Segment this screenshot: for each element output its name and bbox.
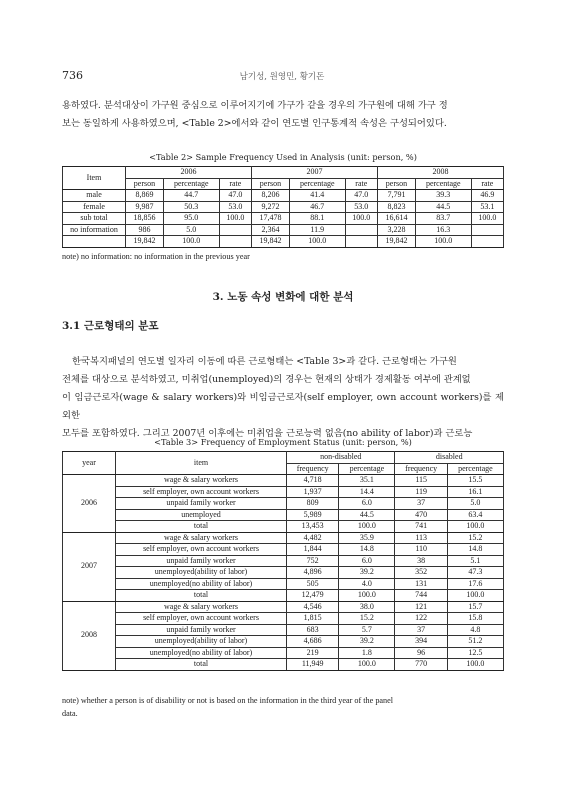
table3-header-row [63, 452, 504, 464]
table3-cell: 1,844 [287, 544, 339, 556]
table3-row [63, 544, 504, 556]
table2-cell: 95.0 [163, 213, 219, 225]
table2-cell: 986 [126, 224, 164, 236]
table3-cell: 37 [395, 624, 447, 636]
table3-cell: 100.0 [447, 521, 503, 533]
table3-cell: 5,989 [287, 509, 339, 521]
table2-cell: 46.9 [471, 190, 503, 202]
table3-cell: 219 [287, 647, 339, 659]
table2-year-header: 2008 [377, 167, 503, 179]
table3-cell: 47.3 [447, 567, 503, 579]
table3-group-header: non-disabled [287, 452, 395, 464]
table3-cell: 15.2 [447, 532, 503, 544]
table3-cell: 14.4 [339, 486, 395, 498]
table3-cell: 6.0 [339, 498, 395, 510]
table3-year-cell: 2007 [63, 532, 116, 601]
table2-row [63, 190, 504, 202]
table3-cell: 51.2 [447, 636, 503, 648]
table3-cell: 15.7 [447, 601, 503, 613]
table2-cell [219, 224, 251, 236]
table3-cell: 11,949 [287, 659, 339, 671]
table3-cell: 44.5 [339, 509, 395, 521]
table3-subheader: percentage [339, 463, 395, 475]
table3-cell: 4,482 [287, 532, 339, 544]
table3-row [63, 567, 504, 579]
body-line: 전체를 대상으로 분석하였고, 미취업(unemployed)의 경우는 현재의 상태가 경제활동 여부에 관계없 [62, 374, 471, 385]
table2-cell: 100.0 [219, 213, 251, 225]
table2-cell: 19,842 [377, 236, 415, 248]
table2-row [63, 224, 504, 236]
table3-item-cell: unpaid family worker [116, 555, 287, 567]
table3-cell: 1,815 [287, 613, 339, 625]
table3 [62, 451, 504, 671]
table3-year-cell: 2008 [63, 601, 116, 670]
table2-subheader: person [126, 178, 164, 190]
table2-cell: 9,987 [126, 201, 164, 213]
table2-year-header: 2006 [126, 167, 252, 179]
table3-year-header: year [63, 452, 116, 475]
table3-cell: 16.1 [447, 486, 503, 498]
table2-cell: 41.4 [289, 190, 345, 202]
table3-cell: 683 [287, 624, 339, 636]
table3-cell: 131 [395, 578, 447, 590]
table2 [62, 166, 504, 248]
table3-item-cell: total [116, 521, 287, 533]
table2-subheader: person [377, 178, 415, 190]
table2-subheader: person [251, 178, 289, 190]
table3-cell: 6.0 [339, 555, 395, 567]
table3-cell: 122 [395, 613, 447, 625]
table3-row [63, 624, 504, 636]
table2-row [63, 213, 504, 225]
subsection-title: 3.1 근로형태의 분포 [62, 320, 159, 332]
table2-subheader-row [63, 178, 504, 190]
table3-item-cell: self employer, own account workers [116, 613, 287, 625]
table3-item-cell: total [116, 590, 287, 602]
table2-subheader: percentage [289, 178, 345, 190]
section-title: 3. 노동 속성 변화에 대한 분석 [212, 291, 354, 303]
table2-cell: 16.3 [415, 224, 471, 236]
table3-cell: 39.2 [339, 636, 395, 648]
table3-cell: 119 [395, 486, 447, 498]
table2-cell: 17,478 [251, 213, 289, 225]
table3-cell: 15.2 [339, 613, 395, 625]
table2-item-header: Item [63, 167, 126, 190]
running-header [62, 69, 502, 83]
table3-subheader: frequency [395, 463, 447, 475]
table3-row [63, 601, 504, 613]
table3-cell: 12.5 [447, 647, 503, 659]
table3-cell: 100.0 [447, 659, 503, 671]
table2-cell: 53.1 [471, 201, 503, 213]
table2-row-label: male [63, 190, 126, 202]
table3-subheader: percentage [447, 463, 503, 475]
table2-cell: 18,856 [126, 213, 164, 225]
table3-cell: 741 [395, 521, 447, 533]
table3-subheader: frequency [287, 463, 339, 475]
table2-cell: 39.3 [415, 190, 471, 202]
table3-cell: 14.8 [339, 544, 395, 556]
table3-cell: 17.6 [447, 578, 503, 590]
table3-item-header: item [116, 452, 287, 475]
table3-cell: 115 [395, 475, 447, 487]
table2-row-label: female [63, 201, 126, 213]
table3-cell: 752 [287, 555, 339, 567]
table3-cell: 1,937 [287, 486, 339, 498]
table3-row [63, 659, 504, 671]
table3-row [63, 636, 504, 648]
table3-cell: 4,546 [287, 601, 339, 613]
table3-cell: 809 [287, 498, 339, 510]
body-line: 모두를 포함하였다. 그리고 2007년 이후에는 미취업을 근로능력 없음(no ability of labor)과 근로능 [62, 428, 473, 439]
table2-cell: 88.1 [289, 213, 345, 225]
table2-subheader: rate [471, 178, 503, 190]
table2-cell: 50.3 [163, 201, 219, 213]
table3-group-header: disabled [395, 452, 504, 464]
table2-cell: 46.7 [289, 201, 345, 213]
table2-cell [345, 224, 377, 236]
table2-row-label: sub total [63, 213, 126, 225]
table3-note [62, 694, 504, 720]
table2-cell: 19,842 [251, 236, 289, 248]
table2-cell: 47.0 [219, 190, 251, 202]
table2-row-label [63, 236, 126, 248]
table2-row-label: no information [63, 224, 126, 236]
table2-cell: 9,272 [251, 201, 289, 213]
table3-caption: <Table 3> Frequency of Employment Status (unit: person, %) [154, 437, 412, 447]
table3-item-cell: unpaid family worker [116, 498, 287, 510]
table3-cell: 4.0 [339, 578, 395, 590]
table2-cell: 100.0 [471, 213, 503, 225]
table3-row [63, 486, 504, 498]
table3-item-cell: unpaid family worker [116, 624, 287, 636]
table3-cell: 770 [395, 659, 447, 671]
table3-cell: 14.8 [447, 544, 503, 556]
table3-item-cell: total [116, 659, 287, 671]
intro-paragraph [62, 97, 504, 133]
table3-cell: 38.0 [339, 601, 395, 613]
table3-row [63, 647, 504, 659]
table3-cell: 35.1 [339, 475, 395, 487]
table2-header-row [63, 167, 504, 179]
table3-cell: 37 [395, 498, 447, 510]
table3-cell: 5.1 [447, 555, 503, 567]
table3-cell: 15.5 [447, 475, 503, 487]
table2-cell: 44.7 [163, 190, 219, 202]
page-number: 736 [62, 69, 83, 82]
table3-row [63, 532, 504, 544]
body-line: 이 임금근로자(wage & salary workers)와 비임금근로자(self employer, own account workers)를 제외한 [62, 392, 504, 421]
table3-cell: 35.9 [339, 532, 395, 544]
table2-cell: 100.0 [163, 236, 219, 248]
table2-subheader: percentage [415, 178, 471, 190]
table3-year-cell: 2006 [63, 475, 116, 533]
table3-cell: 96 [395, 647, 447, 659]
table2-cell: 53.0 [345, 201, 377, 213]
table2-cell: 83.7 [415, 213, 471, 225]
table3-cell: 4,686 [287, 636, 339, 648]
table3-item-cell: self employer, own account workers [116, 486, 287, 498]
table3-cell: 352 [395, 567, 447, 579]
table3-note-line: note) whether a person is of disability or not is based on the information in the third year of the panel [62, 696, 394, 705]
table3-cell: 110 [395, 544, 447, 556]
table3-item-cell: unemployed(ability of labor) [116, 636, 287, 648]
table2-cell: 53.0 [219, 201, 251, 213]
table3-cell: 1.8 [339, 647, 395, 659]
running-header-authors: 남기성, 원영민, 황기돈 [239, 72, 325, 82]
body-paragraph [62, 353, 504, 443]
table3-row [63, 521, 504, 533]
table2-cell: 16,614 [377, 213, 415, 225]
table3-row [63, 578, 504, 590]
table3-cell: 113 [395, 532, 447, 544]
table3-cell: 4,896 [287, 567, 339, 579]
table3-cell: 100.0 [339, 659, 395, 671]
table3-cell: 394 [395, 636, 447, 648]
table2-note: note) no information: no information in the previous year [62, 252, 250, 261]
table3-item-cell: unemployed(no ability of labor) [116, 647, 287, 659]
table2-cell [345, 236, 377, 248]
table3-item-cell: wage & salary workers [116, 475, 287, 487]
table2-subheader: percentage [163, 178, 219, 190]
table2-cell: 44.5 [415, 201, 471, 213]
table2-cell: 7,791 [377, 190, 415, 202]
table2-cell: 47.0 [345, 190, 377, 202]
table2-cell: 100.0 [289, 236, 345, 248]
intro-line: 용하였다. 분석대상이 가구원 중심으로 이루어지기에 가구가 같을 경우의 가구원에 대해 가구 정 [62, 100, 448, 111]
table3-cell: 470 [395, 509, 447, 521]
table2-cell: 100.0 [415, 236, 471, 248]
table3-item-cell: wage & salary workers [116, 532, 287, 544]
table2-row [63, 236, 504, 248]
table3-row [63, 509, 504, 521]
table2-cell [471, 236, 503, 248]
table3-row [63, 555, 504, 567]
table3-cell: 39.2 [339, 567, 395, 579]
table3-row [63, 613, 504, 625]
table2-cell: 19,842 [126, 236, 164, 248]
table2-caption: <Table 2> Sample Frequency Used in Analysis (unit: person, %) [149, 152, 417, 162]
table3-row [63, 475, 504, 487]
intro-line: 보는 동일하게 사용하였으며, <Table 2>에서와 같이 연도별 인구통계적 속성은 구성되어있다. [62, 118, 447, 129]
table3-cell: 100.0 [339, 590, 395, 602]
table3-cell: 13,453 [287, 521, 339, 533]
table3-cell: 12,479 [287, 590, 339, 602]
table3-item-cell: wage & salary workers [116, 601, 287, 613]
table3-cell: 4,718 [287, 475, 339, 487]
table2-cell: 5.0 [163, 224, 219, 236]
table3-row [63, 498, 504, 510]
table3-item-cell: unemployed(no ability of labor) [116, 578, 287, 590]
table2-cell: 8,869 [126, 190, 164, 202]
table3-note-line: data. [62, 709, 78, 718]
table2-cell: 11.9 [289, 224, 345, 236]
table2-year-header: 2007 [251, 167, 377, 179]
table3-cell: 121 [395, 601, 447, 613]
table3-item-cell: unemployed(ability of labor) [116, 567, 287, 579]
table2-cell: 8,823 [377, 201, 415, 213]
table3-cell: 5.0 [447, 498, 503, 510]
table3-cell: 505 [287, 578, 339, 590]
table3-cell: 100.0 [447, 590, 503, 602]
table2-subheader: rate [219, 178, 251, 190]
table3-cell: 15.8 [447, 613, 503, 625]
table2-cell [219, 236, 251, 248]
table2-cell [471, 224, 503, 236]
table3-cell: 63.4 [447, 509, 503, 521]
table3-row [63, 590, 504, 602]
body-line: 한국복지패널의 연도별 일자리 이동에 따른 근로형태는 <Table 3>과 같다. 근로형태는 가구원 [72, 356, 457, 367]
table2-cell: 3,228 [377, 224, 415, 236]
table3-cell: 4.8 [447, 624, 503, 636]
table2-subheader: rate [345, 178, 377, 190]
table3-item-cell: unemployed [116, 509, 287, 521]
table2-cell: 100.0 [345, 213, 377, 225]
table3-cell: 100.0 [339, 521, 395, 533]
table3-cell: 744 [395, 590, 447, 602]
table3-item-cell: self employer, own account workers [116, 544, 287, 556]
table3-cell: 38 [395, 555, 447, 567]
table3-cell: 5.7 [339, 624, 395, 636]
table2-row [63, 201, 504, 213]
table2-cell: 2,364 [251, 224, 289, 236]
table2-cell: 8,206 [251, 190, 289, 202]
